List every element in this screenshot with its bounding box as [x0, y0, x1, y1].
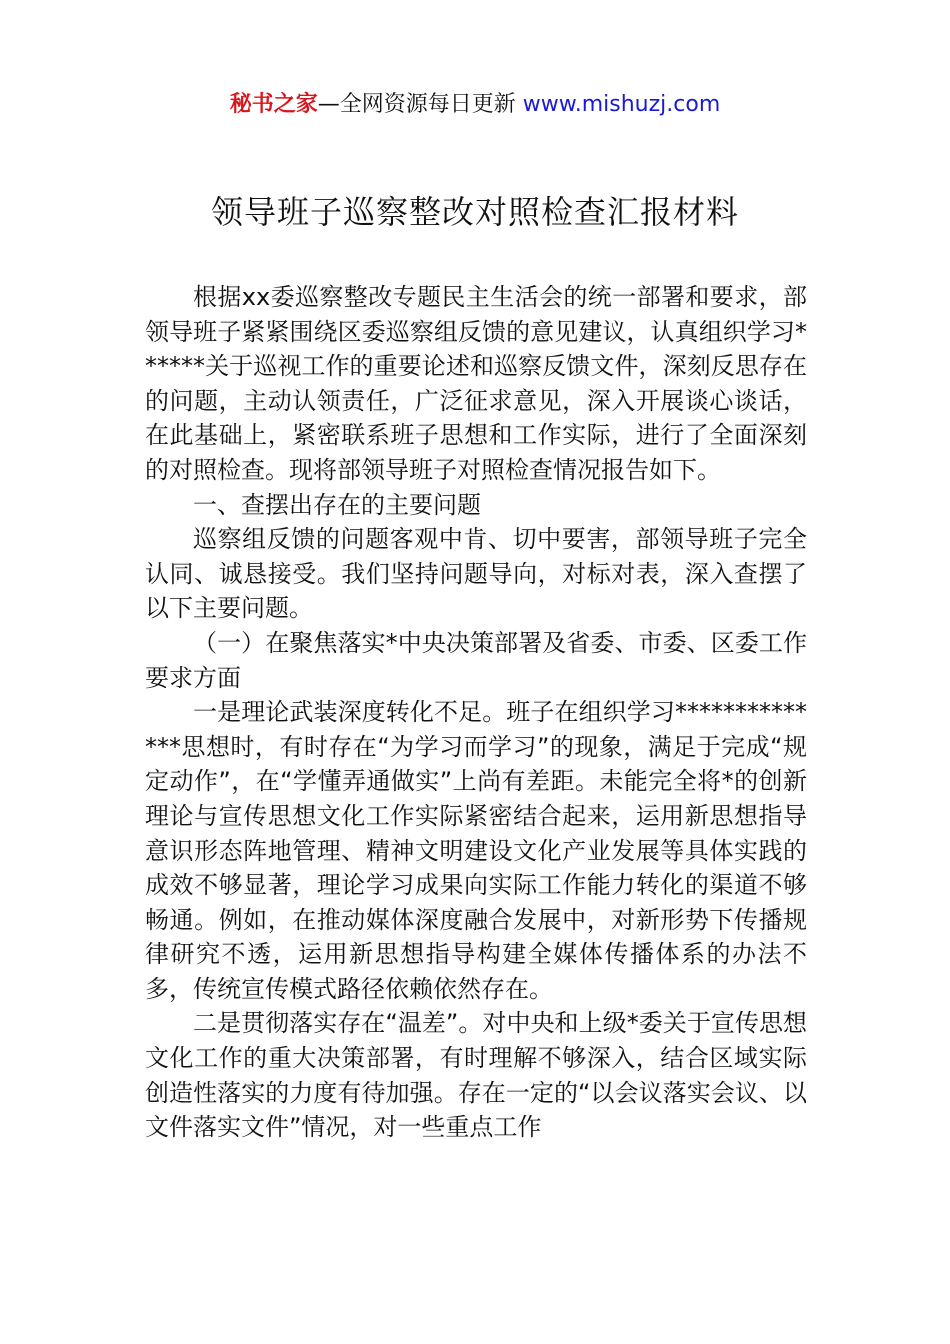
section-heading-1: 一、查摆出存在的主要问题	[193, 490, 481, 519]
paragraph-intro: 根据xx委巡察整改专题民主生活会的统一部署和要求，部领导班子紧紧围绕区委巡察组反馈的意见建议，认真组织学习******关于巡视工作的重要论述和巡察反馈文件，深刻反思存在的问题，主动认领责任，广泛征求意见，深入开展谈心谈话，在此基础上，紧密联系班子思想和工作实际，进行了全面深刻的对照检查。现将部领导班子对照检查情况报告如下。	[145, 283, 807, 484]
paragraph-point-1: 一是理论武装深度转化不足。班子在组织学习**************思想时，有时存在“为学习而学习”的现象，满足于完成“规定动作”，在“学懂弄通做实”上尚有差距。未能完全将*的创新理论与宣传思想文化工作实际紧密结合起来，运用新思想指导意识形态阵地管理、精神文明建设文化产业发展等具体实践的成效不够显著，理论学习成果向实际工作能力转化的渠道不够畅通。例如，在推动媒体深度融合发展中，对新形势下传播规律研究不透，运用新思想指导构建全媒体传播体系的办法不多，传统宣传模式路径依赖依然存在。	[145, 698, 807, 1003]
paragraph-point-2: 二是贯彻落实存在“温差”。对中央和上级*委关于宣传思想文化工作的重大决策部署，有时理解不够深入，结合区域实际创造性落实的力度有待加强。存在一定的“以会议落实会议、以文件落实文件”情况，对一些重点工作	[145, 1009, 807, 1142]
document-body	[145, 280, 807, 1145]
subsection-heading-1: （一）在聚焦落实*中央决策部署及省委、市委、区委工作要求方面	[145, 628, 807, 692]
document-title: 领导班子巡察整改对照检查汇报材料	[210, 193, 739, 231]
site-url-link[interactable]: www.mishuzj.com	[522, 92, 721, 117]
site-brand: 秘书之家	[229, 92, 318, 117]
paragraph-feedback: 巡察组反馈的问题客观中肯、切中要害，部领导班子完全认同、诚恳接受。我们坚持问题导向，对标对表，深入查摆了以下主要问题。	[145, 525, 807, 623]
site-tagline: —全网资源每日更新	[317, 92, 516, 117]
site-header	[0, 88, 950, 122]
